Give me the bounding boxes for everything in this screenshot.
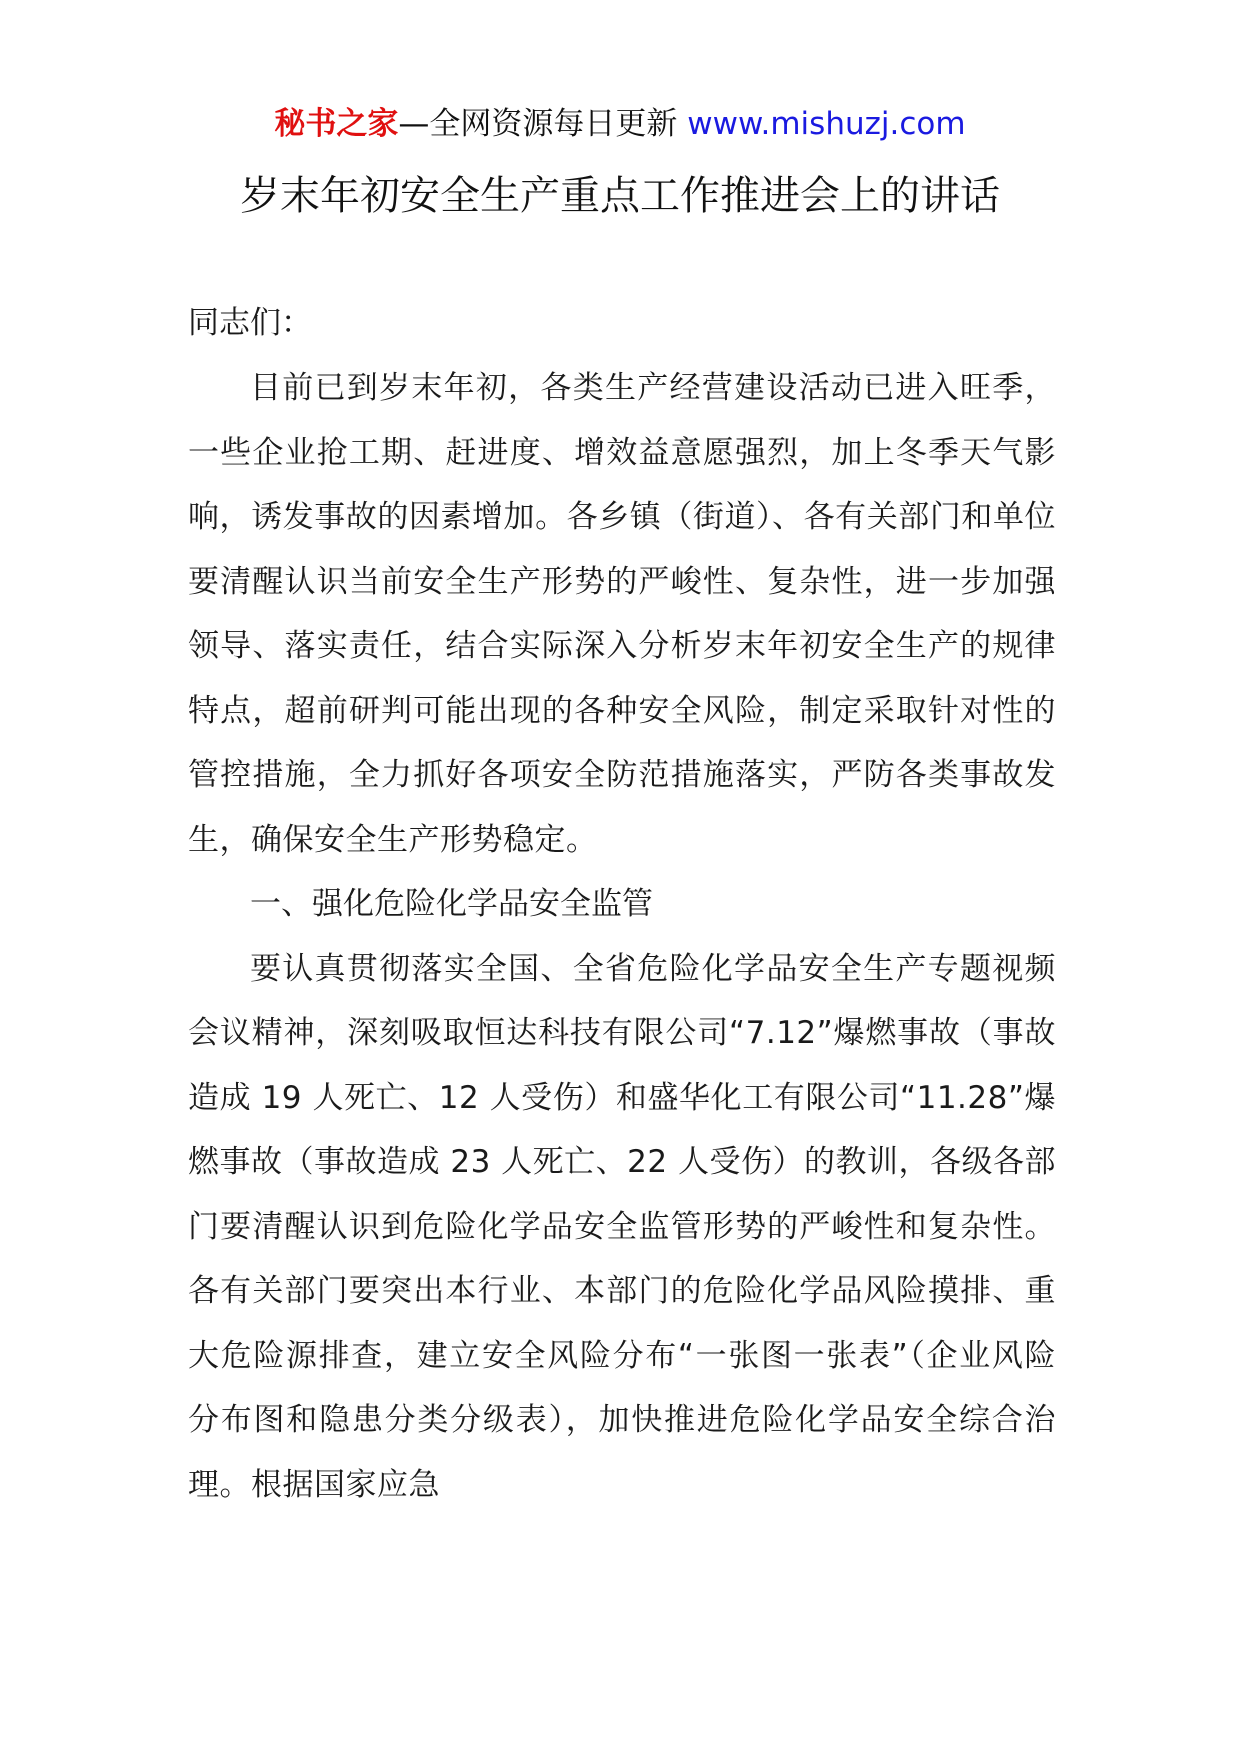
brand-name: 秘书之家 bbox=[274, 106, 399, 142]
site-url-link[interactable]: www.mishuzj.com bbox=[687, 106, 966, 142]
salutation: 同志们： bbox=[188, 305, 312, 341]
section-1-paragraph: 要认真贯彻落实全国、全省危险化学品安全生产专题视频会议精神，深刻吸取恒达科技有限公司“7.12”爆燃事故（事故造成 19 人死亡、12 人受伤）和盛华化工有限公司“11.28”爆燃事故（事故造成 23 人死亡、22 人受伤）的教训，各级各部门要清醒认识到危险化学品安全监管形势的严峻性和复杂性。各有关部门要突出本行业、本部门的危险化学品风险摸排、重大危险源排查，建立安全风险分布“一张图一张表”（企业风险分布图和隐患分类分级表），加快推进危险化学品安全综合治理。根据国家应急 bbox=[188, 950, 1056, 1503]
document-body bbox=[188, 290, 1056, 1517]
intro-paragraph: 目前已到岁末年初，各类生产经营建设活动已进入旺季，一些企业抢工期、赶进度、增效益意愿强烈，加上冬季天气影响，诱发事故的因素增加。各乡镇（街道）、各有关部门和单位要清醒认识当前安全生产形势的严峻性、复杂性，进一步加强领导、落实责任，结合实际深入分析岁末年初安全生产的规律特点，超前研判可能出现的各种安全风险，制定采取针对性的管控措施，全力抓好各项安全防范措施落实，严防各类事故发生，确保安全生产形势稳定。 bbox=[188, 370, 1056, 858]
site-banner bbox=[0, 104, 1240, 144]
banner-tagline: —全网资源每日更新 bbox=[398, 106, 688, 142]
document-title: 岁末年初安全生产重点工作推进会上的讲话 bbox=[240, 173, 1000, 219]
section-1-heading: 一、强化危险化学品安全监管 bbox=[250, 886, 653, 922]
